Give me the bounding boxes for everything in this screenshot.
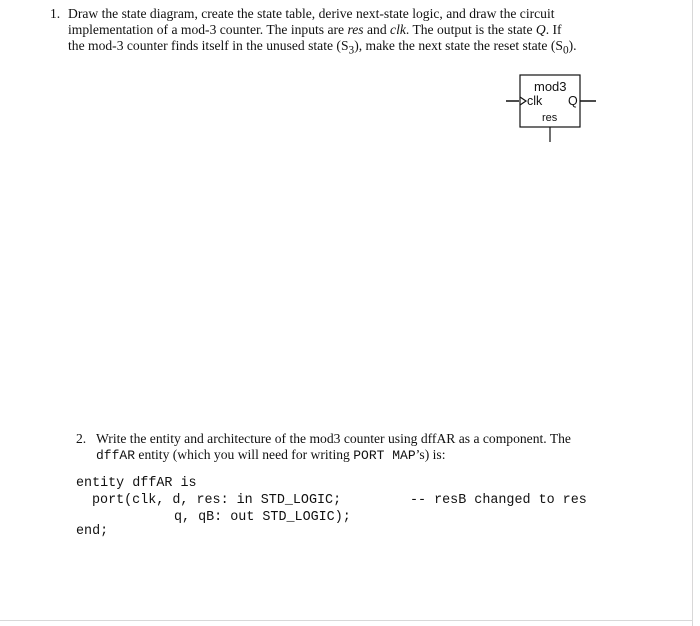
code-line-end: end; [76, 524, 109, 539]
code-line-entity: entity dffAR is [76, 476, 197, 491]
page-bottom-divider [0, 620, 692, 621]
question-2-line-2: dffAR entity (which you will need for writing PORT MAP’s) is: [96, 447, 446, 463]
block-title: mod3 [534, 79, 567, 94]
code-comment: -- resB changed to res [410, 493, 587, 508]
mod3-block-diagram [504, 72, 604, 152]
question-1-number: 1. [50, 6, 61, 21]
code-line-outputs: q, qB: out STD_LOGIC); [174, 510, 351, 525]
clk-variable: clk [390, 22, 406, 37]
question-1-line-1: Draw the state diagram, create the state table, derive next-state logic, and draw the circuit [68, 6, 555, 21]
q-port-label: Q [568, 94, 578, 108]
dffar-entity-name: dffAR [96, 448, 136, 463]
question-1-text [68, 6, 648, 59]
res-variable: res [347, 22, 364, 37]
question-2-text [96, 431, 666, 464]
clk-port-label: clk [527, 94, 543, 108]
page-edge-divider [692, 0, 693, 626]
port-map-keyword: PORT MAP [353, 448, 416, 463]
question-2-line-1: Write the entity and architecture of the mod3 counter using dffAR as a component. The [96, 431, 571, 446]
res-port-label: res [542, 112, 558, 124]
question-1-line-3: the mod-3 counter finds itself in the unused state $(S_3)$, make the next state the reset state $(S_0)$. [68, 38, 577, 57]
question-2-number: 2. [76, 431, 87, 446]
question-1-line-2: implementation of a mod-3 counter. The inputs are res and clk. The output is the state Q. If [68, 22, 562, 37]
q-variable: Q [535, 22, 546, 37]
code-line-port: port(clk, d, res: in STD_LOGIC; [92, 493, 342, 508]
